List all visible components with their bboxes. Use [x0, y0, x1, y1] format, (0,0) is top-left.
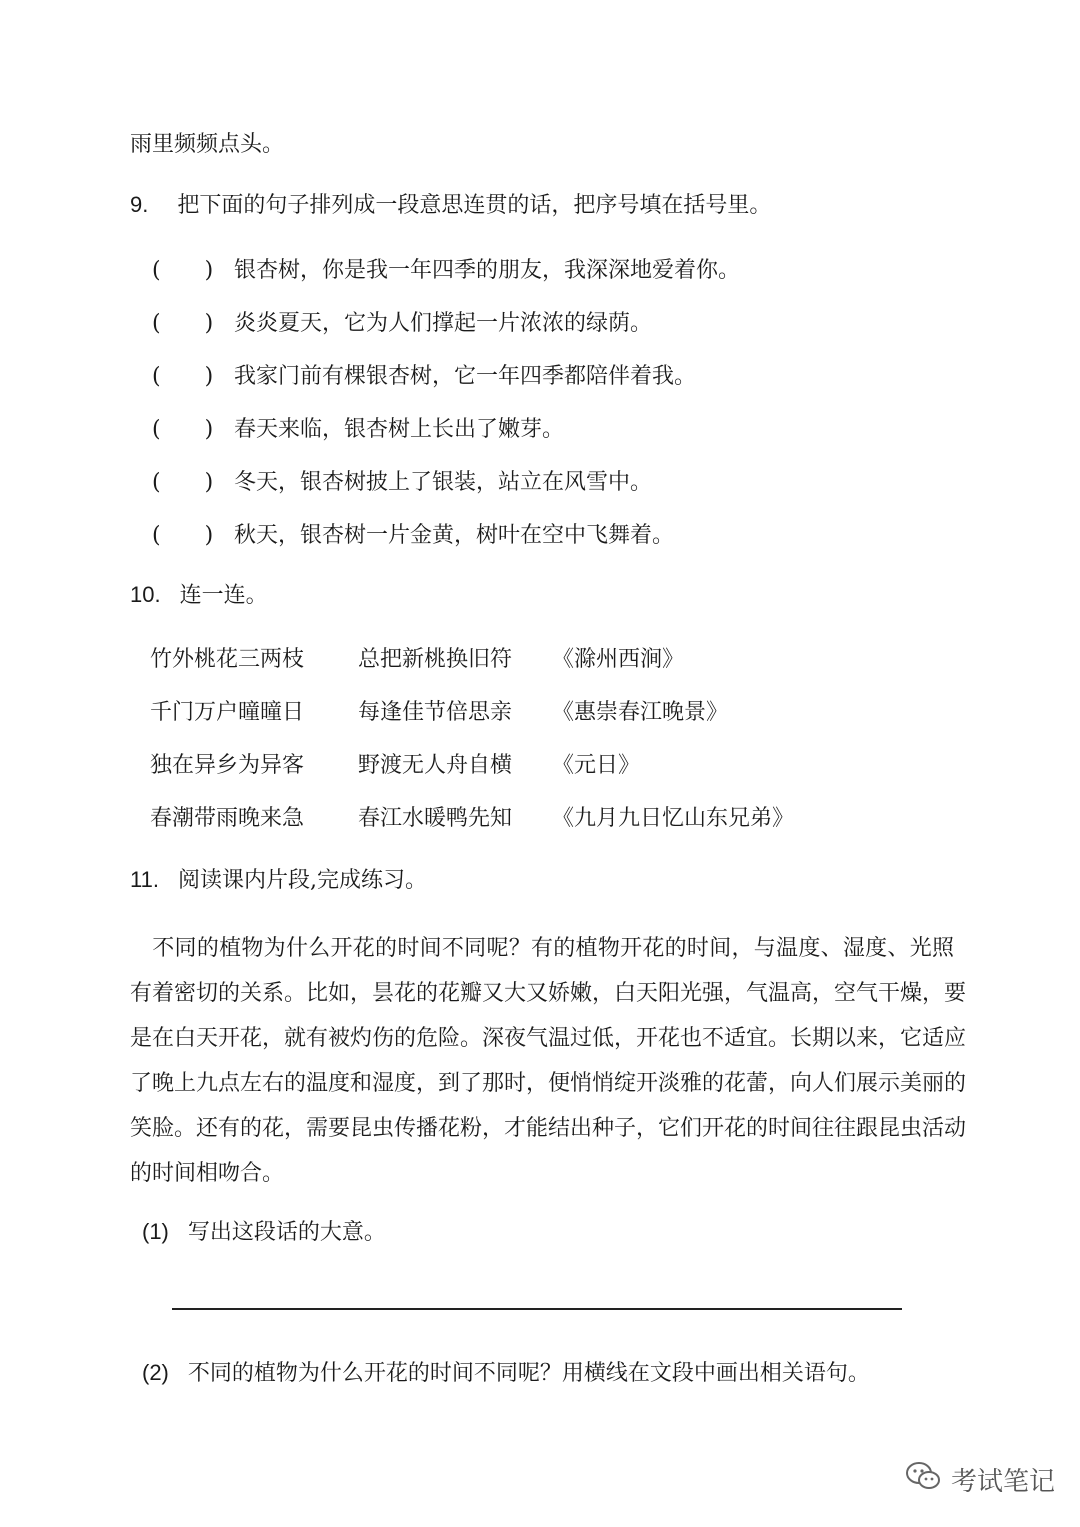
answer-paren[interactable]: ( ) — [152, 311, 214, 336]
q11-prompt: 阅读课内片段,完成练习。 — [177, 868, 427, 893]
answer-line[interactable] — [172, 1308, 902, 1310]
watermark — [905, 1460, 1055, 1499]
passage-line: 的时间相吻合。 — [130, 1161, 285, 1186]
poem-title[interactable]: 《惠崇春江晚景》 — [552, 700, 729, 725]
sub1-label: (1) — [142, 1219, 169, 1244]
q11-number: 11. — [130, 867, 159, 892]
answer-paren[interactable]: ( ) — [152, 470, 214, 495]
poem-line[interactable]: 总把新桃换旧符 — [358, 647, 513, 672]
q9-option-text: 冬天，银杏树披上了银装，站立在风雪中。 — [234, 470, 653, 495]
answer-paren[interactable]: ( ) — [152, 417, 214, 442]
poem-line[interactable]: 千门万户曈曈日 — [150, 700, 305, 725]
poem-line[interactable]: 春潮带雨晚来急 — [150, 806, 305, 831]
q9-option-text: 炎炎夏天，它为人们撑起一片浓浓的绿荫。 — [234, 311, 653, 336]
q10-heading — [130, 580, 268, 611]
q11-heading — [130, 865, 427, 896]
poem-line[interactable]: 每逢佳节倍思亲 — [358, 700, 513, 725]
passage-line: 了晚上九点左右的温度和湿度，到了那时，便悄悄绽开淡雅的花蕾，向人们展示美丽的 — [130, 1071, 967, 1096]
answer-paren[interactable]: ( ) — [152, 258, 214, 283]
sub2-text: 不同的植物为什么开花的时间不同呢？用横线在文段中画出相关语句。 — [187, 1361, 870, 1386]
q9-option-text: 银杏树，你是我一年四季的朋友，我深深地爱着你。 — [234, 258, 741, 283]
poem-title[interactable]: 《元日》 — [552, 753, 641, 778]
wechat-icon — [905, 1460, 941, 1499]
q9-option-text: 秋天，银杏树一片金黄，树叶在空中飞舞着。 — [234, 523, 675, 548]
sub1-text: 写出这段话的大意。 — [187, 1220, 386, 1245]
q10-number: 10. — [130, 582, 161, 607]
q9-heading — [130, 190, 771, 221]
poem-title[interactable]: 《滁州西涧》 — [552, 647, 685, 672]
watermark-text: 考试笔记 — [951, 1467, 1056, 1497]
answer-paren[interactable]: ( ) — [152, 364, 214, 389]
passage-line: 笑脸。还有的花，需要昆虫传播花粉，才能结出种子，它们开花的时间往往跟昆虫活动 — [130, 1116, 967, 1141]
q9-number: 9. — [130, 192, 149, 217]
passage-line: 不同的植物为什么开花的时间不同呢？有的植物开花的时间，与温度、湿度、光照 — [130, 936, 954, 961]
poem-line[interactable]: 独在异乡为异客 — [150, 753, 305, 778]
q9-option-text: 春天来临，银杏树上长出了嫩芽。 — [234, 417, 565, 442]
q9-option-text: 我家门前有棵银杏树，它一年四季都陪伴着我。 — [234, 364, 697, 389]
reading-passage — [130, 926, 967, 1196]
answer-paren[interactable]: ( ) — [152, 523, 214, 548]
q10-prompt: 连一连。 — [179, 583, 268, 608]
poem-line[interactable]: 春江水暖鸭先知 — [358, 806, 513, 831]
q11-sub1 — [142, 1217, 386, 1248]
q9-option — [152, 256, 740, 286]
sub2-label: (2) — [142, 1360, 169, 1385]
poem-line[interactable]: 野渡无人舟自横 — [358, 753, 513, 778]
poem-title[interactable]: 《九月九日忆山东兄弟》 — [552, 806, 795, 831]
passage-line: 有着密切的关系。比如，昙花的花瓣又大又娇嫩，白天阳光强，气温高，空气干燥，要 — [130, 981, 967, 1006]
q9-option — [152, 415, 564, 445]
q9-option — [152, 309, 652, 339]
poem-line[interactable]: 竹外桃花三两枝 — [150, 647, 305, 672]
q9-option — [152, 468, 652, 498]
q9-prompt: 把下面的句子排列成一段意思连贯的话，把序号填在括号里。 — [177, 193, 772, 218]
q9-option — [152, 521, 674, 551]
intro-tail: 雨里频频点头。 — [130, 132, 285, 157]
passage-line: 是在白天开花，就有被灼伤的危险。深夜气温过低，开花也不适宜。长期以来，它适应 — [130, 1026, 967, 1051]
q11-sub2 — [142, 1358, 870, 1389]
q9-option — [152, 362, 696, 392]
